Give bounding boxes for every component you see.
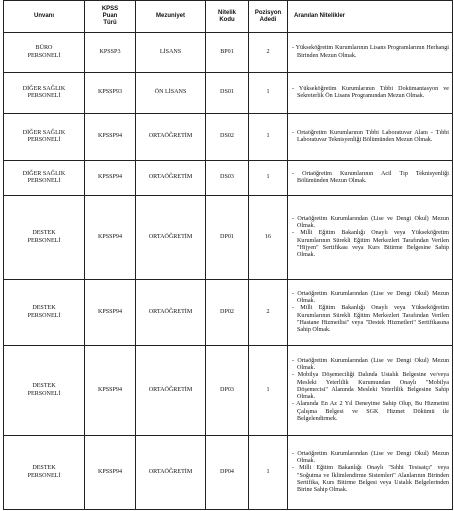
cell-mezuniyet: ORTAÖĞRETİM (136, 196, 206, 280)
cell-mezuniyet: ORTAÖĞRETİM (136, 114, 206, 161)
cell-aranilan-nitelikler (288, 114, 453, 161)
requirement-item: - Ortaöğretim Kurumlarından (Lise ve Dengi Okul) Mezun Olmak. (292, 215, 449, 229)
cell-aranilan-nitelikler (288, 196, 453, 280)
header-kpss-puan-turu: KPSS Puan Türü (85, 1, 136, 33)
table-body (4, 33, 453, 510)
cell-kpss-puan-turu: KPSSP94 (85, 436, 136, 510)
requirement-item: - Alanında En Az 2 Yıl Deneyime Sahip Olup, Bu Hizmetini Çalışma Belgesi ve SGK Hizmet Dökümü ile Belgelendirmek. (292, 401, 449, 423)
cell-pozisyon-adedi: 1 (249, 161, 288, 196)
cell-unvan: DESTEK PERSONELİ (4, 346, 85, 436)
cell-nitelik-kodu: DP02 (206, 280, 249, 346)
cell-pozisyon-adedi: 1 (249, 73, 288, 114)
cell-pozisyon-adedi: 2 (249, 33, 288, 73)
cell-pozisyon-adedi: 1 (249, 346, 288, 436)
requirement-item: - Milli Eğitim Bakanlığı Onaylı veya Yükseköğretim Kurumlarının Sürekli Eğitim Merkezleri Tarafından Verilen "Hijyen" Sertifikası veya Kurs Bitirme Belgesine Sahip Olmak. (292, 230, 449, 259)
cell-kpss-puan-turu: KPSSP94 (85, 280, 136, 346)
header-aranilan-nitelikler: Aranılan Nitelikler (288, 1, 453, 33)
cell-unvan: DİĞER SAĞLIK PERSONELİ (4, 73, 85, 114)
header-pozisyon-adedi: Pozisyon Adedi (249, 1, 288, 33)
cell-mezuniyet: ORTAÖĞRETİM (136, 346, 206, 436)
table-row (4, 280, 453, 346)
cell-kpss-puan-turu: KPSSP94 (85, 114, 136, 161)
cell-kpss-puan-turu: KPSSP93 (85, 73, 136, 114)
cell-nitelik-kodu: DS03 (206, 161, 249, 196)
table-row (4, 33, 453, 73)
cell-unvan: DESTEK PERSONELİ (4, 196, 85, 280)
cell-kpss-puan-turu: KPSSP94 (85, 196, 136, 280)
cell-aranilan-nitelikler (288, 33, 453, 73)
cell-unvan: DİĞER SAĞLIK PERSONELİ (4, 161, 85, 196)
cell-mezuniyet: ORTAÖĞRETİM (136, 280, 206, 346)
cell-aranilan-nitelikler (288, 280, 453, 346)
cell-unvan: DESTEK PERSONELİ (4, 280, 85, 346)
cell-nitelik-kodu: DS02 (206, 114, 249, 161)
personnel-positions-table (3, 0, 453, 510)
cell-kpss-puan-turu: KPSSP94 (85, 161, 136, 196)
cell-aranilan-nitelikler (288, 161, 453, 196)
cell-kpss-puan-turu: KPSSP3 (85, 33, 136, 73)
cell-nitelik-kodu: BP01 (206, 33, 249, 73)
header-row (4, 1, 453, 33)
cell-nitelik-kodu: DS01 (206, 73, 249, 114)
table-row (4, 73, 453, 114)
cell-nitelik-kodu: DP03 (206, 346, 249, 436)
cell-unvan: BÜRO PERSONELİ (4, 33, 85, 73)
cell-pozisyon-adedi: 16 (249, 196, 288, 280)
cell-nitelik-kodu: DP04 (206, 436, 249, 510)
cell-pozisyon-adedi: 1 (249, 436, 288, 510)
cell-aranilan-nitelikler (288, 73, 453, 114)
requirement-item: - Mobilya Döşemeciliği Dalında Ustalık Belgesine ve/veya Mesleki Yeterlilik Kurumundan Onaylı "Mobilya Döşemecisi" Alanında Mesleki Yeterlilik Belgesine Sahip Olmak. (292, 372, 449, 401)
cell-nitelik-kodu: DP01 (206, 196, 249, 280)
cell-aranilan-nitelikler (288, 346, 453, 436)
cell-aranilan-nitelikler (288, 436, 453, 510)
table-row (4, 196, 453, 280)
header-mezuniyet: Mezuniyet (136, 1, 206, 33)
requirement-item: - Ortaöğretim Kurumlarının Acil Tıp Teknisyenliği Bölümünden Mezun Olmak. (292, 170, 449, 184)
table-row (4, 114, 453, 161)
cell-mezuniyet: LİSANS (136, 33, 206, 73)
table-row (4, 436, 453, 510)
requirement-item: - Milli Eğitim Bakanlığı Onaylı veya Yükseköğretim Kurumlarının Sürekli Eğitim Merkezleri Tarafından Verilen "Hastane Hizmetlisi" veya "Destek Hizmetleri" Sertifikasına Sahip Olmak. (292, 305, 449, 334)
cell-mezuniyet: ÖN LİSANS (136, 73, 206, 114)
cell-mezuniyet: ORTAÖĞRETİM (136, 436, 206, 510)
requirement-item: - Ortaöğretim Kurumlarından (Lise ve Dengi Okul) Mezun Olmak. (292, 450, 449, 464)
cell-pozisyon-adedi: 1 (249, 114, 288, 161)
cell-mezuniyet: ORTAÖĞRETİM (136, 161, 206, 196)
cell-unvan: DİĞER SAĞLIK PERSONELİ (4, 114, 85, 161)
requirement-item: - Milli Eğitim Bakanlığı Onaylı "Sıhhi Tesisatçı" veya "Soğutma ve İklimlendirme Sistemleri" Alanlarının Birinden Sertifika, Kurs Bitirme Belgesi veya Ustalık Belgelerinden Birine Sahip Olmak. (292, 465, 449, 494)
header-nitelik-kodu: Nitelik Kodu (206, 1, 249, 33)
cell-pozisyon-adedi: 2 (249, 280, 288, 346)
requirement-item: - Yükseköğretim Kurumlarının Lisans Programlarının Herhangi Birinden Mezun Olmak. (292, 45, 449, 59)
requirement-item: - Ortaöğretim Kurumlarından (Lise ve Dengi Okul) Mezun Olmak. (292, 357, 449, 371)
table-row (4, 346, 453, 436)
requirement-item: - Yükseköğretim Kurumlarının Tıbbi Dokümantasyon ve Sekreterlik Ön Lisans Programından Mezun Olmak. (292, 85, 449, 99)
cell-unvan: DESTEK PERSONELİ (4, 436, 85, 510)
requirement-item: - Ortaöğretim Kurumlarının Tıbbi Laboratuvar Alanı - Tıbbi Laboratuvar Teknisyenliği Bölümünden Mezun Olmak. (292, 129, 449, 143)
table-row (4, 161, 453, 196)
header-unvan: Unvanı (4, 1, 85, 33)
requirement-item: - Ortaöğretim Kurumlarından (Lise ve Dengi Okul) Mezun Olmak. (292, 290, 449, 304)
cell-kpss-puan-turu: KPSSP94 (85, 346, 136, 436)
